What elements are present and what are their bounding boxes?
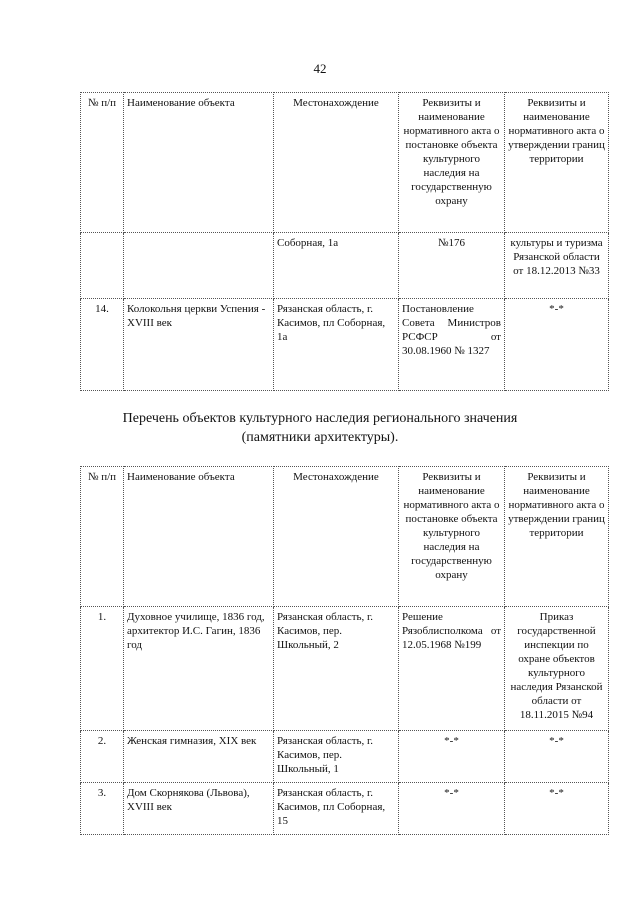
header-protection-act: Реквизиты и наименование нормативного акта о постановке объекта культурного наследия на государственную охрану xyxy=(399,93,505,233)
row-location: Рязанская область, г. Касимов, пл Соборная, 1а xyxy=(274,299,399,391)
table-row xyxy=(81,233,609,299)
section-title-line1: Перечень объектов культурного наследия регионального значения xyxy=(122,411,518,426)
regional-monuments-table xyxy=(80,466,609,835)
row-num: 2. xyxy=(81,731,124,783)
row-boundaries-act: *-* xyxy=(505,731,609,783)
row-protection-act: Постановление Совета Министров РСФСР от 30.08.1960 № 1327 xyxy=(399,299,505,391)
row-name: Женская гимназия, XIX век xyxy=(124,731,274,783)
header-location: Местонахождение xyxy=(274,467,399,607)
page-number: 42 xyxy=(313,61,327,76)
header-name: Наименование объекта xyxy=(124,467,274,607)
row-protection-act: *-* xyxy=(399,731,505,783)
row-protection-act: №176 xyxy=(399,233,505,299)
header-boundaries-act: Реквизиты и наименование нормативного акта о утверждении границ территории xyxy=(505,467,609,607)
table-header-row xyxy=(81,467,609,607)
monuments-table-continued xyxy=(80,92,609,391)
row-boundaries-act: Приказ государственной инспекции по охране объектов культурного наследия Рязанской области от 18.11.2015 №94 xyxy=(505,607,609,731)
section-title xyxy=(0,409,640,447)
header-num: № п/п xyxy=(81,93,124,233)
row-protection-act: Решение Рязоблисполкома от 12.05.1968 №199 xyxy=(399,607,505,731)
row-num: 14. xyxy=(81,299,124,391)
table-row xyxy=(81,299,609,391)
row-boundaries-act: *-* xyxy=(505,299,609,391)
row-num: 3. xyxy=(81,783,124,835)
row-num xyxy=(81,233,124,299)
header-num: № п/п xyxy=(81,467,124,607)
row-name xyxy=(124,233,274,299)
row-boundaries-act: *-* xyxy=(505,783,609,835)
row-name: Колокольня церкви Успения - XVIII век xyxy=(124,299,274,391)
section-title-line2: (памятники архитектуры). xyxy=(241,430,399,445)
row-name: Духовное училище, 1836 год, архитектор И.С. Гагин, 1836 год xyxy=(124,607,274,731)
row-boundaries-act: культуры и туризма Рязанской области от 18.12.2013 №33 xyxy=(505,233,609,299)
row-location: Рязанская область, г. Касимов, пер. Школьный, 2 xyxy=(274,607,399,731)
header-protection-act: Реквизиты и наименование нормативного акта о постановке объекта культурного наследия на государственную охрану xyxy=(399,467,505,607)
row-location: Рязанская область, г. Касимов, пл Соборная, 15 xyxy=(274,783,399,835)
row-location: Соборная, 1а xyxy=(274,233,399,299)
table-row xyxy=(81,607,609,731)
table-header-row xyxy=(81,93,609,233)
header-location: Местонахождение xyxy=(274,93,399,233)
table-row xyxy=(81,783,609,835)
header-name: Наименование объекта xyxy=(124,93,274,233)
row-num: 1. xyxy=(81,607,124,731)
row-protection-act: *-* xyxy=(399,783,505,835)
row-name: Дом Скорнякова (Львова), XVIII век xyxy=(124,783,274,835)
table-row xyxy=(81,731,609,783)
row-location: Рязанская область, г. Касимов, пер. Школьный, 1 xyxy=(274,731,399,783)
header-boundaries-act: Реквизиты и наименование нормативного акта о утверждении границ территории xyxy=(505,93,609,233)
